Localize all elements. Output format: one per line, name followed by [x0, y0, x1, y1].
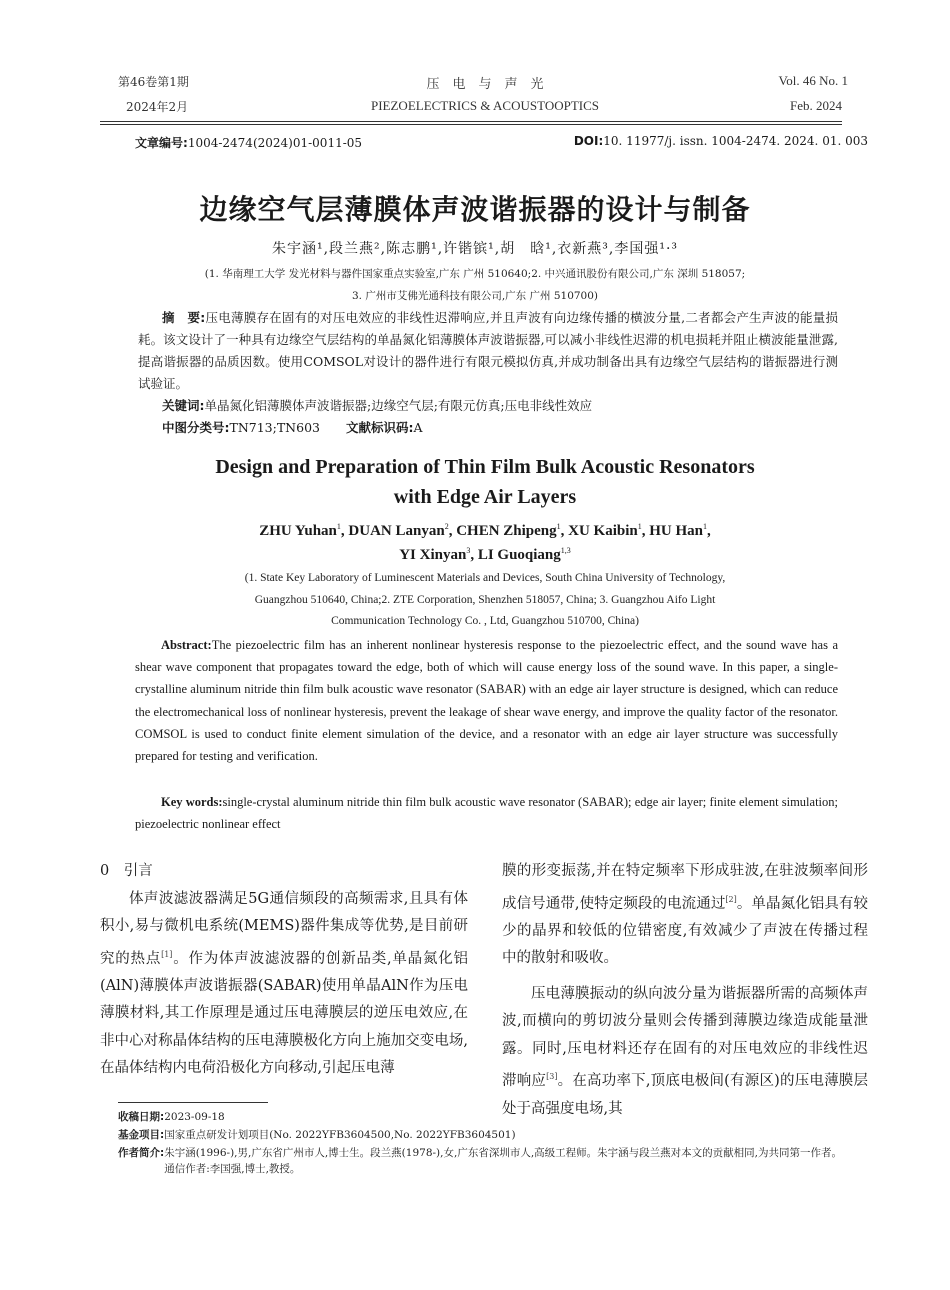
authors-en-line1: ZHU Yuhan$^1$, DUAN Lanyan$^2$, CHEN Zhipeng$^1$, XU Kaibin$^1$, HU Han$^1$, — [259, 522, 711, 539]
citation-3: [3] — [546, 1072, 558, 1082]
citation-1: [1] — [161, 949, 173, 959]
affiliation-zh-line2: 3. 广州市艾佛光通科技有限公司,广东 广州 510700) — [351, 290, 599, 302]
article-number-value: 1004-2474(2024)01-0011-05 — [187, 136, 363, 150]
author-en-3-sup: 1 — [556, 522, 561, 531]
header-rule-bottom — [100, 124, 842, 125]
received-label: 收稿日期: — [118, 1111, 165, 1123]
abstract-en-text: The piezoelectric film has an inherent nonlinear hysteresis response to the piezoelectric effect, and the sound wave has a shear wave component that propagates toward the edge, both of which will cause energy loss of the sound wave. In this paper, a single-crystalline aluminum nitride thin film bulk acoustic wave resonator (SABAR) with an edge air layer structure is designed, which can reduce the electromechanical loss of nonlinear hysteresis, prevent the leakage of shear wave energy, and improve the quality factor of the resonator. COMSOL is used to conduct finite element simulation of the device, and a resonator with an edge air layer structure was successfully prepared for testing and verification. — [135, 638, 838, 764]
affiliation-zh-line1: (1. 华南理工大学 发光材料与器件国家重点实验室,广东 广州 510640;2. 中兴通讯股份有限公司,广东 深圳 518057; — [204, 268, 746, 280]
keywords-en-label: Key words: — [161, 795, 223, 809]
title-en-line2: with Edge Air Layers — [393, 486, 577, 508]
header-volume-en: Vol. 46 No. 1 — [778, 73, 848, 88]
doc-code-label: 文献标识码: — [345, 420, 414, 435]
header-date-zh: 2024年2月 — [126, 100, 189, 114]
author-en-5: HU Han — [649, 523, 704, 539]
affiliation-en-line1: (1. State Key Laboratory of Luminescent Materials and Devices, South China University of Technology, — [244, 572, 726, 584]
body-left-text-a: 体声波滤波器满足5G通信频段的高频需求,且具有体积小,易与微机电系统(MEMS)器件集成等优势,是目前研究的热点 — [100, 890, 468, 967]
doi-label: DOI: — [573, 134, 604, 148]
affiliation-en-line2: Guangzhou 510640, China;2. ZTE Corporation, Shenzhen 518057, China; 3. Guangzhou Aifo Light — [254, 594, 716, 606]
body-right-column — [502, 858, 868, 1123]
doc-code-value: A — [413, 420, 423, 435]
clc-label: 中图分类号: — [162, 420, 230, 435]
keywords-zh-label: 关键词: — [162, 398, 205, 413]
clc-value: TN713;TN603 — [229, 420, 320, 435]
author-en-7: LI Guoqiang — [477, 547, 561, 563]
body-right-text-1a: 膜的形变振荡,并在特定频率下形成驻波,在驻波频率间形成信号通带,使特定频段的电流通过 — [502, 863, 868, 912]
abstract-en-label: Abstract: — [161, 638, 212, 652]
body-left-column — [100, 858, 468, 1083]
body-right-text-1b: 。单晶氮化铝具有较少的晶界和较低的位错密度,有效减少了声波在传播过程中的散射和吸收。 — [502, 895, 869, 967]
bio-label: 作者简介: — [118, 1147, 165, 1159]
doi — [560, 134, 868, 148]
received-value: 2023-09-18 — [164, 1111, 225, 1123]
author-en-5-sup: 1 — [703, 522, 708, 531]
classification — [162, 417, 838, 439]
citation-2: [2] — [725, 894, 737, 904]
title-en-line1: Design and Preparation of Thin Film Bulk Acoustic Resonators — [215, 456, 755, 478]
author-en-7-sup: 1,3 — [560, 546, 571, 555]
authors-zh: 朱宇涵¹,段兰燕²,陈志鹏¹,许锴镔¹,胡 晗¹,衣新燕³,李国强¹·³ — [271, 241, 679, 257]
author-en-2-sup: 2 — [444, 522, 449, 531]
body-right-text-2a: 压电薄膜振动的纵向波分量为谐振器所需的高频体声波,而横向的剪切波分量则会传播到薄膜边缘造成能量泄露。同时,压电材料还存在固有的对压电效应的非线性迟滞响应 — [502, 985, 868, 1090]
footnote-rule — [118, 1102, 268, 1103]
keywords-zh-text: 单晶氮化铝薄膜体声波谐振器;边缘空气层;有限元仿真;压电非线性效应 — [204, 398, 593, 413]
abstract-en — [135, 634, 838, 767]
section-heading: 0 引言 — [100, 863, 153, 879]
author-en-6-sup: 3 — [466, 546, 471, 555]
header-volume-zh: 第46卷第1期 — [118, 75, 189, 89]
title-zh: 边缘空气层薄膜体声波谐振器的设计与制备 — [199, 193, 751, 226]
body-paragraph-right-2 — [502, 981, 868, 1123]
fund-value: 国家重点研发计划项目(No. 2022YFB3604500,No. 2022YFB3604501) — [164, 1129, 516, 1141]
body-paragraph-left — [100, 886, 468, 1083]
abstract-zh-label: 摘 要: — [162, 310, 206, 325]
author-en-3: CHEN Zhipeng — [456, 523, 557, 539]
keywords-en-text: single-crystal aluminum nitride thin film bulk acoustic wave resonator (SABAR); edge air layer; finite element simulation; piezoelectric nonlinear effect — [135, 795, 838, 832]
author-en-6: YI Xinyan — [399, 547, 467, 563]
doi-value: 10. 11977/j. issn. 1004-2474. 2024. 01. 003 — [603, 134, 868, 148]
footnote-bio — [118, 1145, 848, 1177]
bio-value: 朱宇涵(1996-),男,广东省广州市人,博士生。段兰燕(1978-),女,广东省深圳市人,高级工程师。朱宇涵与段兰燕对本文的贡献相同,为共同第一作者。通信作者:李国强,博士,教授。 — [164, 1147, 842, 1175]
authors-en-line2: YI Xinyan$^3$, LI Guoqiang$^{1,3}$ — [399, 546, 571, 563]
fund-label: 基金项目: — [118, 1129, 165, 1141]
body-right-text-2b: 。在高功率下,顶底电极间(有源区)的压电薄膜层处于高强度电场,其 — [502, 1073, 869, 1117]
header-journal-zh: 压 电 与 声 光 — [426, 77, 544, 92]
affiliation-en-line3: Communication Technology Co. , Ltd, Guangzhou 510700, China) — [331, 615, 639, 627]
author-en-1: ZHU Yuhan — [259, 523, 337, 539]
footnote-fund — [118, 1127, 848, 1143]
keywords-en — [135, 791, 838, 835]
body-left-text-b: 。作为体声波滤波器的创新品类,单晶氮化铝(AlN)薄膜体声波谐振器(SABAR)使用单晶AlN作为压电薄膜材料,其工作原理是通过压电薄膜层的逆压电效应,在非中心对称晶体结构的压电薄膜极化方向上施加交变电场,在晶体结构内电荷沿极化方向移动,引起压电薄 — [100, 950, 469, 1077]
title-en — [0, 452, 950, 512]
footnote-received — [118, 1109, 848, 1125]
author-en-2: DUAN Lanyan — [348, 523, 445, 539]
header-rule-top — [100, 121, 842, 122]
article-number — [135, 134, 362, 151]
abstract-zh-text: 压电薄膜存在固有的对压电效应的非线性迟滞响应,并且声波有向边缘传播的横波分量,二者都会产生声波的能量损耗。该文设计了一种具有边缘空气层结构的单晶氮化铝薄膜体声波谐振器,可以减小非线性迟滞的机电损耗并阻止横波能量泄露,提高谐振器的品质因数。使用COMSOL对设计的器件进行有限元模拟仿真,并成功制备出具有边缘空气层结构的谐振器进行测试验证。 — [138, 310, 839, 391]
abstract-zh — [138, 307, 838, 395]
header-journal-en: PIEZOELECTRICS & ACOUSTOOPTICS — [370, 98, 599, 113]
header-date-en: Feb. 2024 — [790, 98, 842, 113]
body-paragraph-right-1 — [502, 858, 868, 973]
author-en-4-sup: 1 — [637, 522, 642, 531]
author-en-1-sup: 1 — [336, 522, 341, 531]
keywords-zh — [162, 395, 838, 417]
article-number-label: 文章编号: — [135, 136, 188, 150]
author-en-4: XU Kaibin — [568, 523, 638, 539]
